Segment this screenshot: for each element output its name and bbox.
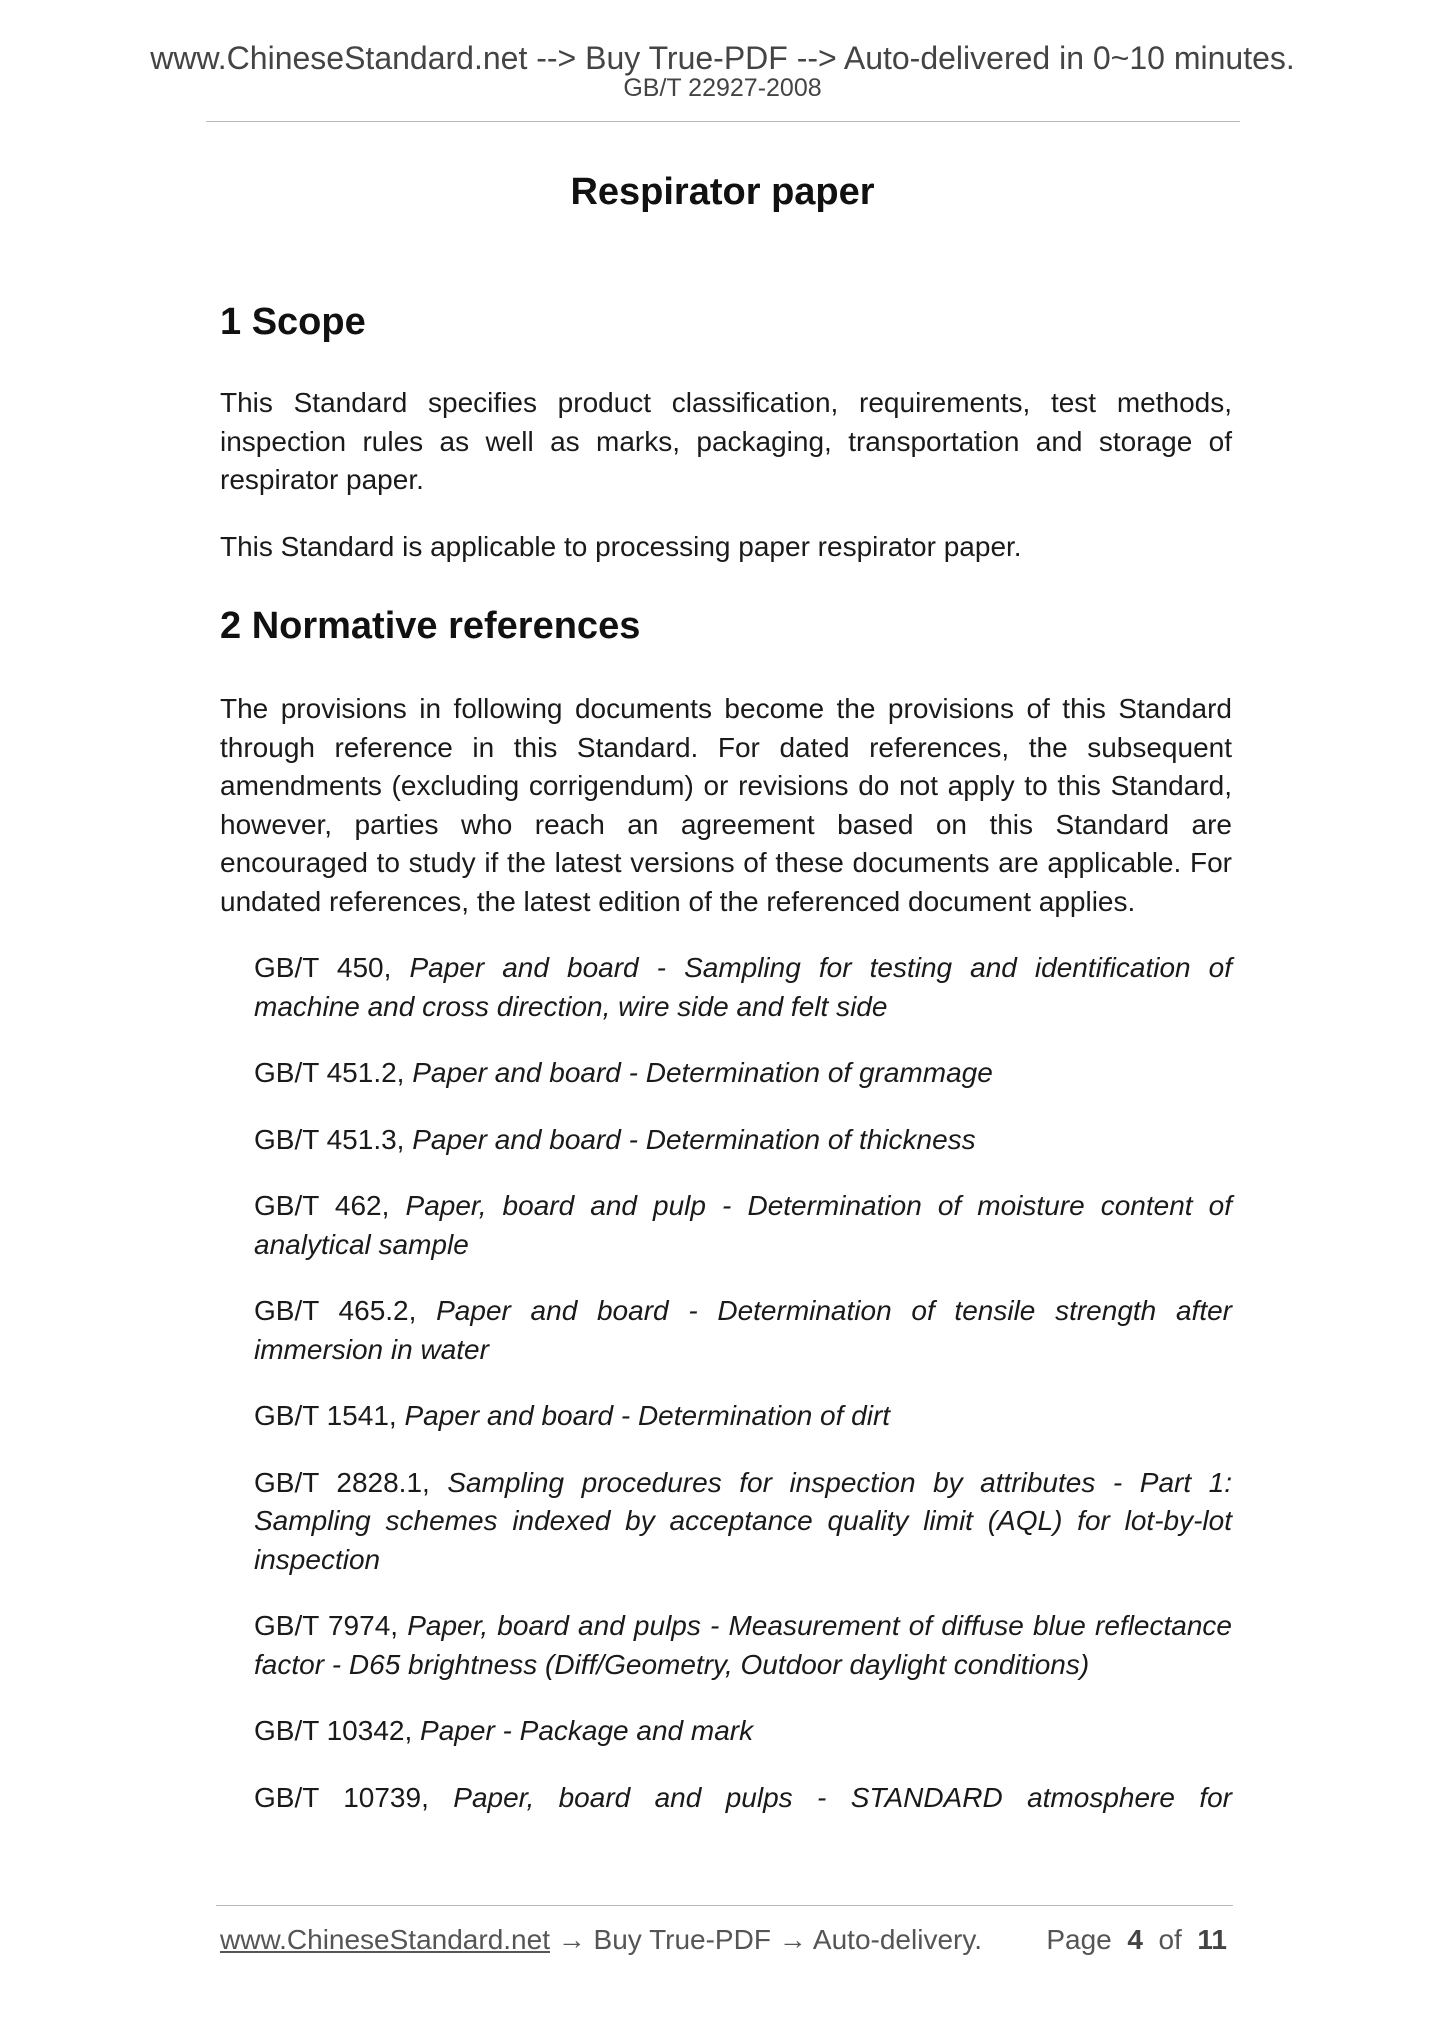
- reference-code: GB/T 10342,: [254, 1715, 413, 1746]
- section-heading-normative-references: 2 Normative references: [220, 605, 641, 647]
- reference-item: [254, 1464, 1232, 1580]
- reference-title: Paper and board - Determination of grammage: [412, 1057, 993, 1088]
- reference-title: Paper and board - Determination of thickness: [412, 1123, 976, 1155]
- reference-code: GB/T 2828.1,: [254, 1466, 430, 1498]
- reference-code: GB/T 7974,: [254, 1610, 399, 1641]
- reference-item: [254, 949, 1232, 1026]
- reference-item: [254, 1187, 1232, 1264]
- page-indicator: [1046, 1924, 1227, 1956]
- footer-site-link[interactable]: www.ChineseStandard.net: [220, 1924, 550, 1955]
- document-body: [220, 300, 1232, 1817]
- reference-title: Paper, board and pulps - STANDARD atmosphere for: [453, 1781, 1232, 1813]
- reference-item: [254, 1292, 1232, 1369]
- reference-title: Sampling procedures for inspection by attributes - Part 1: Sampling schemes indexed by acceptance quality limit (AQL) for lot-by-lot inspection: [254, 1466, 1233, 1575]
- footer-tagline: → Buy True-PDF → Auto-delivery.: [549, 1924, 983, 1955]
- document-code: GB/T 22927-2008: [623, 74, 822, 102]
- page-current: 4: [1127, 1924, 1143, 1955]
- reference-code: GB/T 462,: [254, 1190, 390, 1221]
- footer-divider: [216, 1905, 1233, 1906]
- reference-item: [254, 1397, 1232, 1436]
- reference-code: GB/T 451.3,: [254, 1123, 405, 1155]
- reference-title: Paper - Package and mark: [420, 1715, 754, 1746]
- page-total: 11: [1197, 1924, 1227, 1955]
- reference-item: [254, 1054, 1232, 1093]
- reference-title: Paper and board - Determination of dirt: [404, 1400, 891, 1431]
- reference-item: [254, 1779, 1232, 1818]
- reference-code: GB/T 10739,: [254, 1781, 429, 1813]
- page-of-label: of: [1158, 1924, 1182, 1955]
- reference-code: GB/T 1541,: [254, 1400, 397, 1431]
- reference-item: [254, 1607, 1232, 1684]
- scope-paragraph-1: This Standard specifies product classification, requirements, test methods, inspection rules as well as marks, packaging, transportation and storage of respirator paper.: [220, 387, 1232, 495]
- footer-promo: [220, 1924, 982, 1956]
- reference-title: Paper, board and pulps - Measurement of diffuse blue reflectance factor - D65 brightness (Diff/Geometry, Outdoor daylight conditions): [254, 1610, 1232, 1680]
- reference-title: Paper and board - Sampling for testing and identification of machine and cross direction, wire side and felt side: [254, 952, 1232, 1022]
- document-title: Respirator paper: [570, 171, 875, 213]
- reference-code: GB/T 450,: [254, 952, 392, 983]
- header-divider: [206, 121, 1240, 122]
- reference-title: Paper and board - Determination of tensile strength after immersion in water: [254, 1295, 1232, 1365]
- reference-item: [254, 1712, 1232, 1751]
- section-heading-scope: 1 Scope: [220, 301, 366, 343]
- normative-references-intro: The provisions in following documents become the provisions of this Standard through reference in this Standard. For dated references, the subsequent amendments (excluding corrigendum) or revisions do not apply to this Standard, however, parties who reach an agreement based on this Standard are encouraged to study if the latest versions of these documents are applicable. For undated references, the latest edition of the referenced document applies.: [220, 693, 1232, 917]
- header-banner: www.ChineseStandard.net --> Buy True-PDF --> Auto-delivered in 0~10 minutes.: [150, 40, 1295, 76]
- page-label: Page: [1046, 1924, 1112, 1955]
- reference-title: Paper, board and pulp - Determination of moisture content of analytical sample: [254, 1190, 1233, 1260]
- reference-code: GB/T 465.2,: [254, 1295, 417, 1326]
- scope-paragraph-2: This Standard is applicable to processing paper respirator paper.: [220, 530, 1022, 562]
- reference-item: [254, 1121, 1232, 1160]
- reference-code: GB/T 451.2,: [254, 1057, 405, 1088]
